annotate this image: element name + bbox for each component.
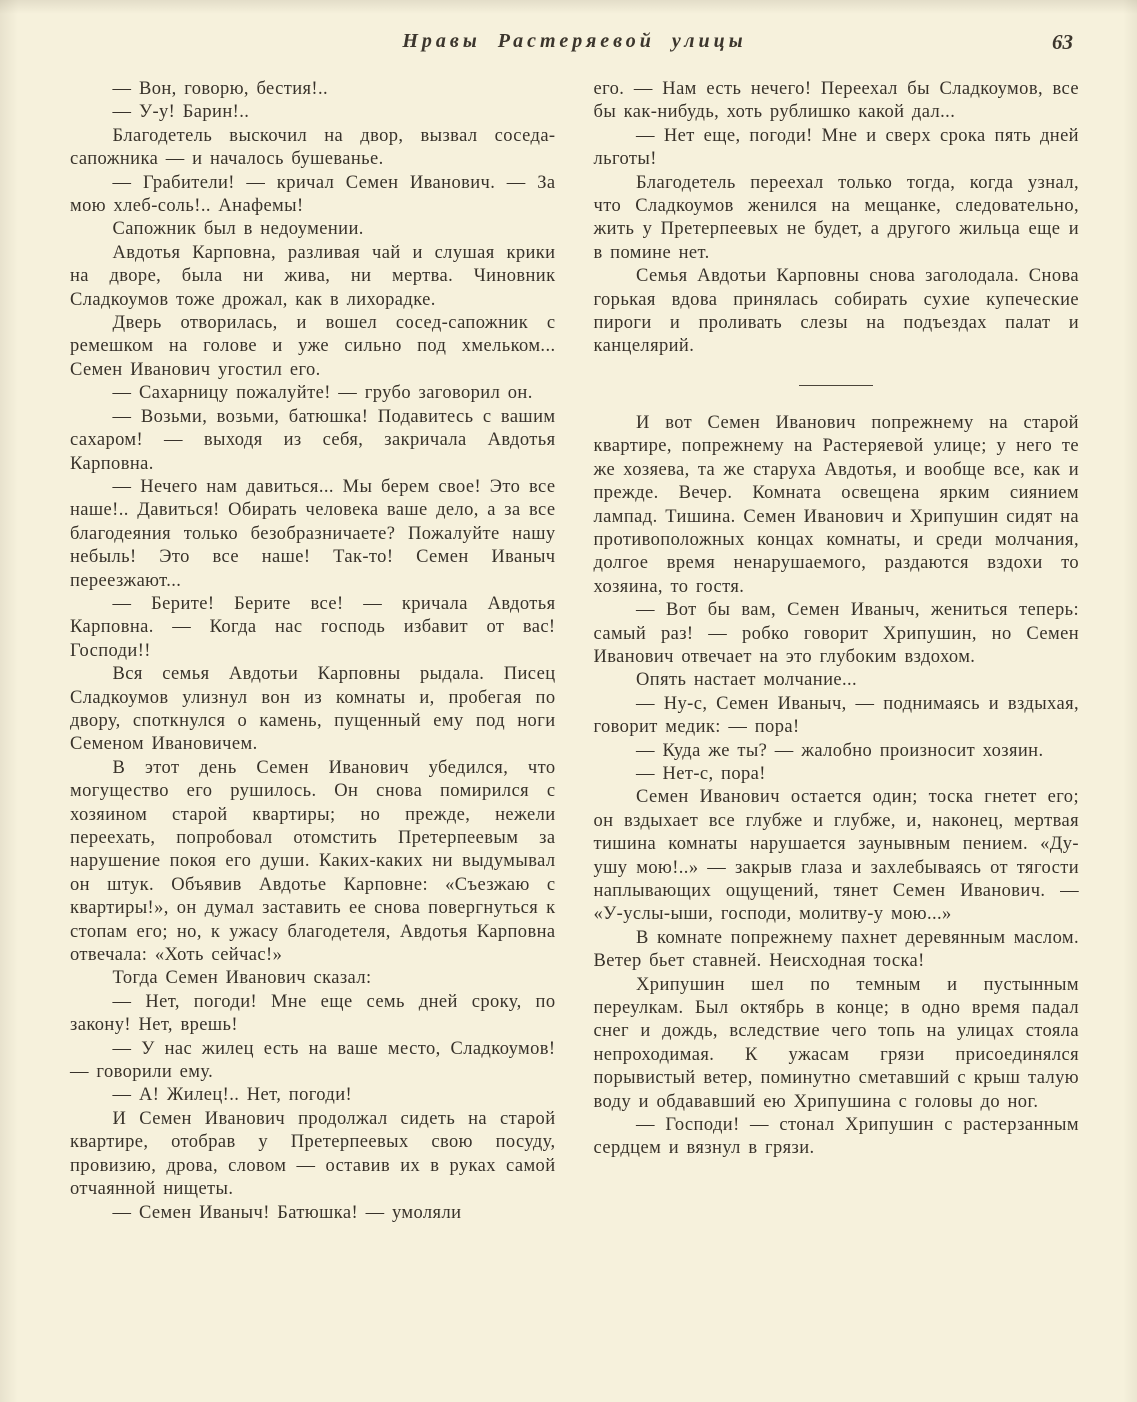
paragraph: — Нет-с, пора! (636, 763, 766, 784)
paragraph: — Нет, погоди! Мне еще семь дней сроку, по закону! Нет, врешь! (70, 991, 556, 1036)
paragraph: Семен Иванович остается один; тоска гнетет его; он вздыхает все глубже и глубже, и, наконец, мертвая тишина комнаты нарушается заунывным пением. «Ду-ушу мою!..» — закрыв глаза и захлебываясь от тягости наплывающих ощущений, тянет Семен Иванович. — «У-услы-ыши, господи, молитву-у мою...» (593, 787, 1079, 925)
paragraph: Авдотья Карповна, разливая чай и слушая крики на дворе, была ни жива, ни мертва. Чиновник Сладкоумов тоже дрожал, как в лихорадке. (70, 242, 556, 310)
paragraph: — Вот бы вам, Семен Иваныч, жениться теперь: самый раз! — робко говорит Хрипушин, но Семен Иванович отвечает на это глубоким вздохом. (593, 600, 1079, 667)
paragraph: его. — Нам есть нечего! Переехал бы Сладкоумов, все бы как-нибудь, хоть рублишко какой дал... (593, 79, 1079, 123)
paragraph: — Нет еще, погоди! Мне и сверх срока пять дней льготы! (593, 125, 1079, 170)
paragraph: — У-у! Барин!.. (112, 102, 250, 123)
left-column (70, 78, 556, 1225)
section-divider (799, 385, 873, 386)
paragraph: — Куда же ты? — жалобно произносит хозяин. (636, 740, 1044, 761)
page-header (70, 30, 1079, 64)
running-title: Нравы Растеряевой улицы (402, 30, 747, 52)
paragraph: — Нечего нам давиться... Мы берем свое! Это все наше!.. Давиться! Обирать человека ваше дело, а за все благодеяния только безобразничаете? Пожалуйте нашу небыль! Это все наше! Так-то! Семен Иваныч переезжают... (70, 476, 556, 591)
paragraph: — У нас жилец есть на ваше место, Сладкоумов! — говорили ему. (70, 1038, 556, 1083)
paragraph: — Грабители! — кричал Семен Иванович. — За мою хлеб-соль!.. Анафемы! (70, 172, 556, 217)
paragraph: — Возьми, возьми, батюшка! Подавитесь с вашим сахаром! — выходя из себя, закричала Авдотья Карповна. (70, 406, 556, 474)
paragraph: Сапожник был в недоумении. (112, 219, 364, 240)
paragraph: Вся семья Авдотьи Карповны рыдала. Писец Сладкоумов улизнул вон из комнаты и, пробегая по двору, споткнулся о камень, пущенный ему под ноги Семеном Ивановичем. (70, 664, 556, 755)
paragraph: — Вон, говорю, бестия!.. (112, 79, 329, 99)
paragraph: В этот день Семен Иванович убедился, что могущество его рушилось. Он снова помирился с хозяином старой квартиры; но прежде, нежели переехать, попробовал отомстить Претерпеевым за нарушение покоя его души. Каких-каких ни выдумывал он штук. Объявив Авдотье Карповне: «Съезжаю с квартиры!», он думал заставить ее снова повергнуться к стопам его; но, к ужасу благодетеля, Авдотья Карповна отвечала: «Хоть сейчас!» (70, 757, 556, 966)
paragraph: — Господи! — стонал Хрипушин с растерзанным сердцем и вязнул в грязи. (593, 1115, 1079, 1159)
paragraph: Дверь отворилась, и вошел сосед-сапожник с ремешком на голове и уже сильно под хмельком... Семен Иванович угостил его. (70, 313, 556, 380)
paragraph: Опять настает молчание... (636, 670, 858, 691)
right-column-top-section (594, 78, 1080, 359)
paragraph: Благодетель переехал только тогда, когда узнал, что Сладкоумов женился на мещанке, следовательно, жить у Претерпеевых не будет, а другого жильца еще и в помине нет. (593, 172, 1079, 263)
text-columns (70, 78, 1079, 1225)
paragraph: В комнате попрежнему пахнет деревянным маслом. Ветер бьет ставней. Неисходная тоска! (593, 927, 1079, 972)
right-column (594, 78, 1080, 1225)
paragraph: И Семен Иванович продолжал сидеть на старой квартире, отобрав у Претерпеевых свою посуду, провизию, дрова, словом — оставив их в руках самой отчаянной нищеты. (70, 1108, 556, 1200)
paragraph: — Ну-с, Семен Иваныч, — поднимаясь и вздыхая, говорит медик: — пора! (593, 693, 1079, 738)
paragraph: Хрипушин шел по темным и пустынным переулкам. Был октябрь в конце; в одно время падал снег и дождь, вследствие чего топь на улицах стояла непроходимая. К ужасам грязи присоединялся порывистый ветер, поминутно сметавший с крыш талую воду и обдававший ею Хрипушина с головы до ног. (593, 974, 1079, 1112)
paragraph: — Берите! Берите все! — кричала Авдотья Карповна. — Когда нас господь избавит от вас! Господи!! (70, 593, 556, 661)
right-column-bottom-section (594, 412, 1080, 1161)
paragraph: — Сахарницу пожалуйте! — грубо заговорил он. (112, 383, 533, 404)
paragraph: И вот Семен Иванович попрежнему на старой квартире, попрежнему на Растеряевой улице; у него те же хозяева, та же старуха Авдотья, и вообще все, как и прежде. Вечер. Комната освещена ярким сиянием лампад. Тишина. Семен Иванович и Хрипушин сидят на противоположных концах комнаты, и среди молчания, долгое время ненарушаемого, раздаются вздохи то хозяина, то гостя. (593, 412, 1079, 597)
paragraph: — Семен Иваныч! Батюшка! — умоляли (112, 1202, 462, 1223)
paragraph: Семья Авдотьи Карповны снова заголодала. Снова горькая вдова принялась собирать сухие купеческие пироги и проливать слезы на подъездах палат и канцелярий. (593, 266, 1079, 357)
paragraph: — А! Жилец!.. Нет, погоди! (112, 1085, 353, 1106)
page-number: 63 (1052, 30, 1073, 54)
paragraph: Тогда Семен Иванович сказал: (112, 968, 372, 989)
paragraph: Благодетель выскочил на двор, вызвал соседа-сапожника — и началось бушеванье. (70, 125, 556, 170)
